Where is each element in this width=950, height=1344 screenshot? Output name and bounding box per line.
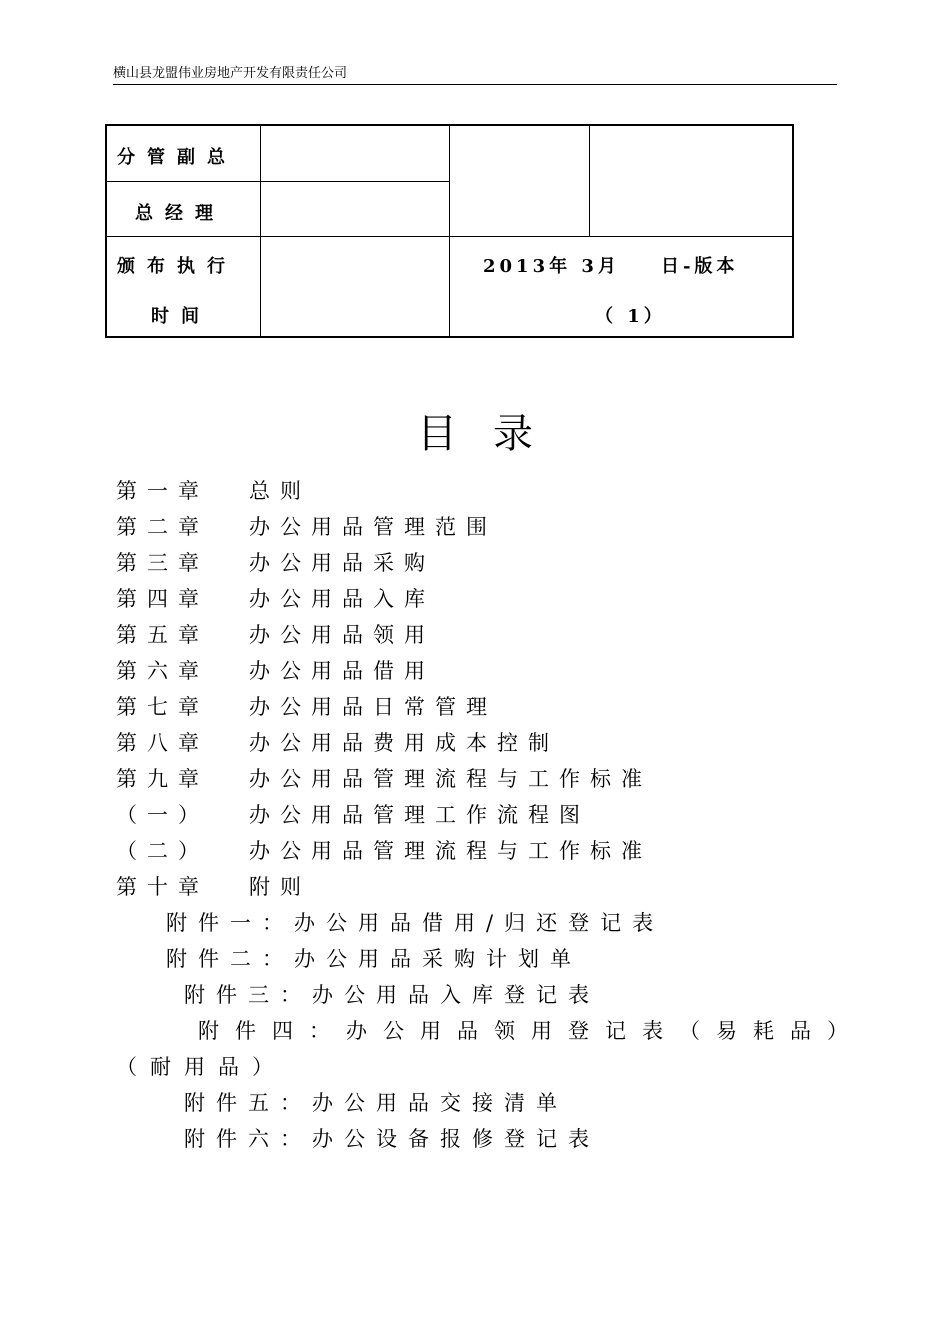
label-release-time-2: 时间 bbox=[151, 306, 211, 327]
toc-title: 办公用品管理范围 bbox=[249, 515, 497, 539]
toc-chapter: （一） bbox=[116, 803, 209, 827]
label-release-time-1: 颁布执行 bbox=[117, 256, 237, 277]
toc-chapter: 第六章 bbox=[116, 659, 209, 683]
toc-chapter: （二） bbox=[116, 839, 209, 863]
attachment-item: 附件一：办公用品借用/归还登记表 bbox=[166, 911, 665, 935]
label-deputy-gm: 分管副总 bbox=[117, 147, 237, 168]
toc-title: 办公用品费用成本控制 bbox=[249, 731, 559, 755]
toc-chapter: 第九章 bbox=[116, 767, 209, 791]
company-header bbox=[113, 66, 837, 85]
version-number: （ 1） bbox=[595, 306, 666, 327]
toc-title: 附则 bbox=[249, 875, 311, 899]
table-divider bbox=[260, 126, 261, 336]
toc-chapter: 第一章 bbox=[116, 479, 209, 503]
toc-title: 办公用品管理工作流程图 bbox=[249, 803, 590, 827]
release-date: 2013年 3月 日-版本 bbox=[483, 256, 739, 277]
table-divider bbox=[449, 126, 450, 336]
table-divider bbox=[107, 181, 449, 182]
attachment-item: 附件四：办公用品领用登记表（易耗品） bbox=[198, 1019, 864, 1043]
approval-table bbox=[105, 124, 794, 338]
toc-chapter: 第十章 bbox=[116, 875, 209, 899]
page-title: 目录 bbox=[417, 411, 569, 457]
toc-chapter: 第四章 bbox=[116, 587, 209, 611]
toc-title: 办公用品借用 bbox=[249, 659, 435, 683]
attachment-item: 附件六：办公设备报修登记表 bbox=[184, 1127, 600, 1151]
attachment-item: 附件三：办公用品入库登记表 bbox=[184, 983, 600, 1007]
toc-chapter: 第八章 bbox=[116, 731, 209, 755]
toc-title: 总则 bbox=[249, 479, 311, 503]
toc-chapter: 第七章 bbox=[116, 695, 209, 719]
toc-title: 办公用品日常管理 bbox=[249, 695, 497, 719]
toc-title: 办公用品管理流程与工作标准 bbox=[249, 767, 652, 791]
attachment-item: 附件二：办公用品采购计划单 bbox=[166, 947, 582, 971]
company-name: 横山县龙盟伟业房地产开发有限责任公司 bbox=[113, 66, 348, 81]
toc-title: 办公用品入库 bbox=[249, 587, 435, 611]
toc-chapter: 第二章 bbox=[116, 515, 209, 539]
toc-title: 办公用品管理流程与工作标准 bbox=[249, 839, 652, 863]
table-divider bbox=[107, 236, 792, 237]
toc-title: 办公用品领用 bbox=[249, 623, 435, 647]
attachment-item: 附件五：办公用品交接清单 bbox=[184, 1091, 568, 1115]
table-divider bbox=[589, 126, 590, 236]
label-gm: 总经理 bbox=[135, 203, 225, 224]
attachment-item-continued: （耐用品） bbox=[116, 1055, 286, 1079]
toc-title: 办公用品采购 bbox=[249, 551, 435, 575]
toc-chapter: 第五章 bbox=[116, 623, 209, 647]
toc-chapter: 第三章 bbox=[116, 551, 209, 575]
